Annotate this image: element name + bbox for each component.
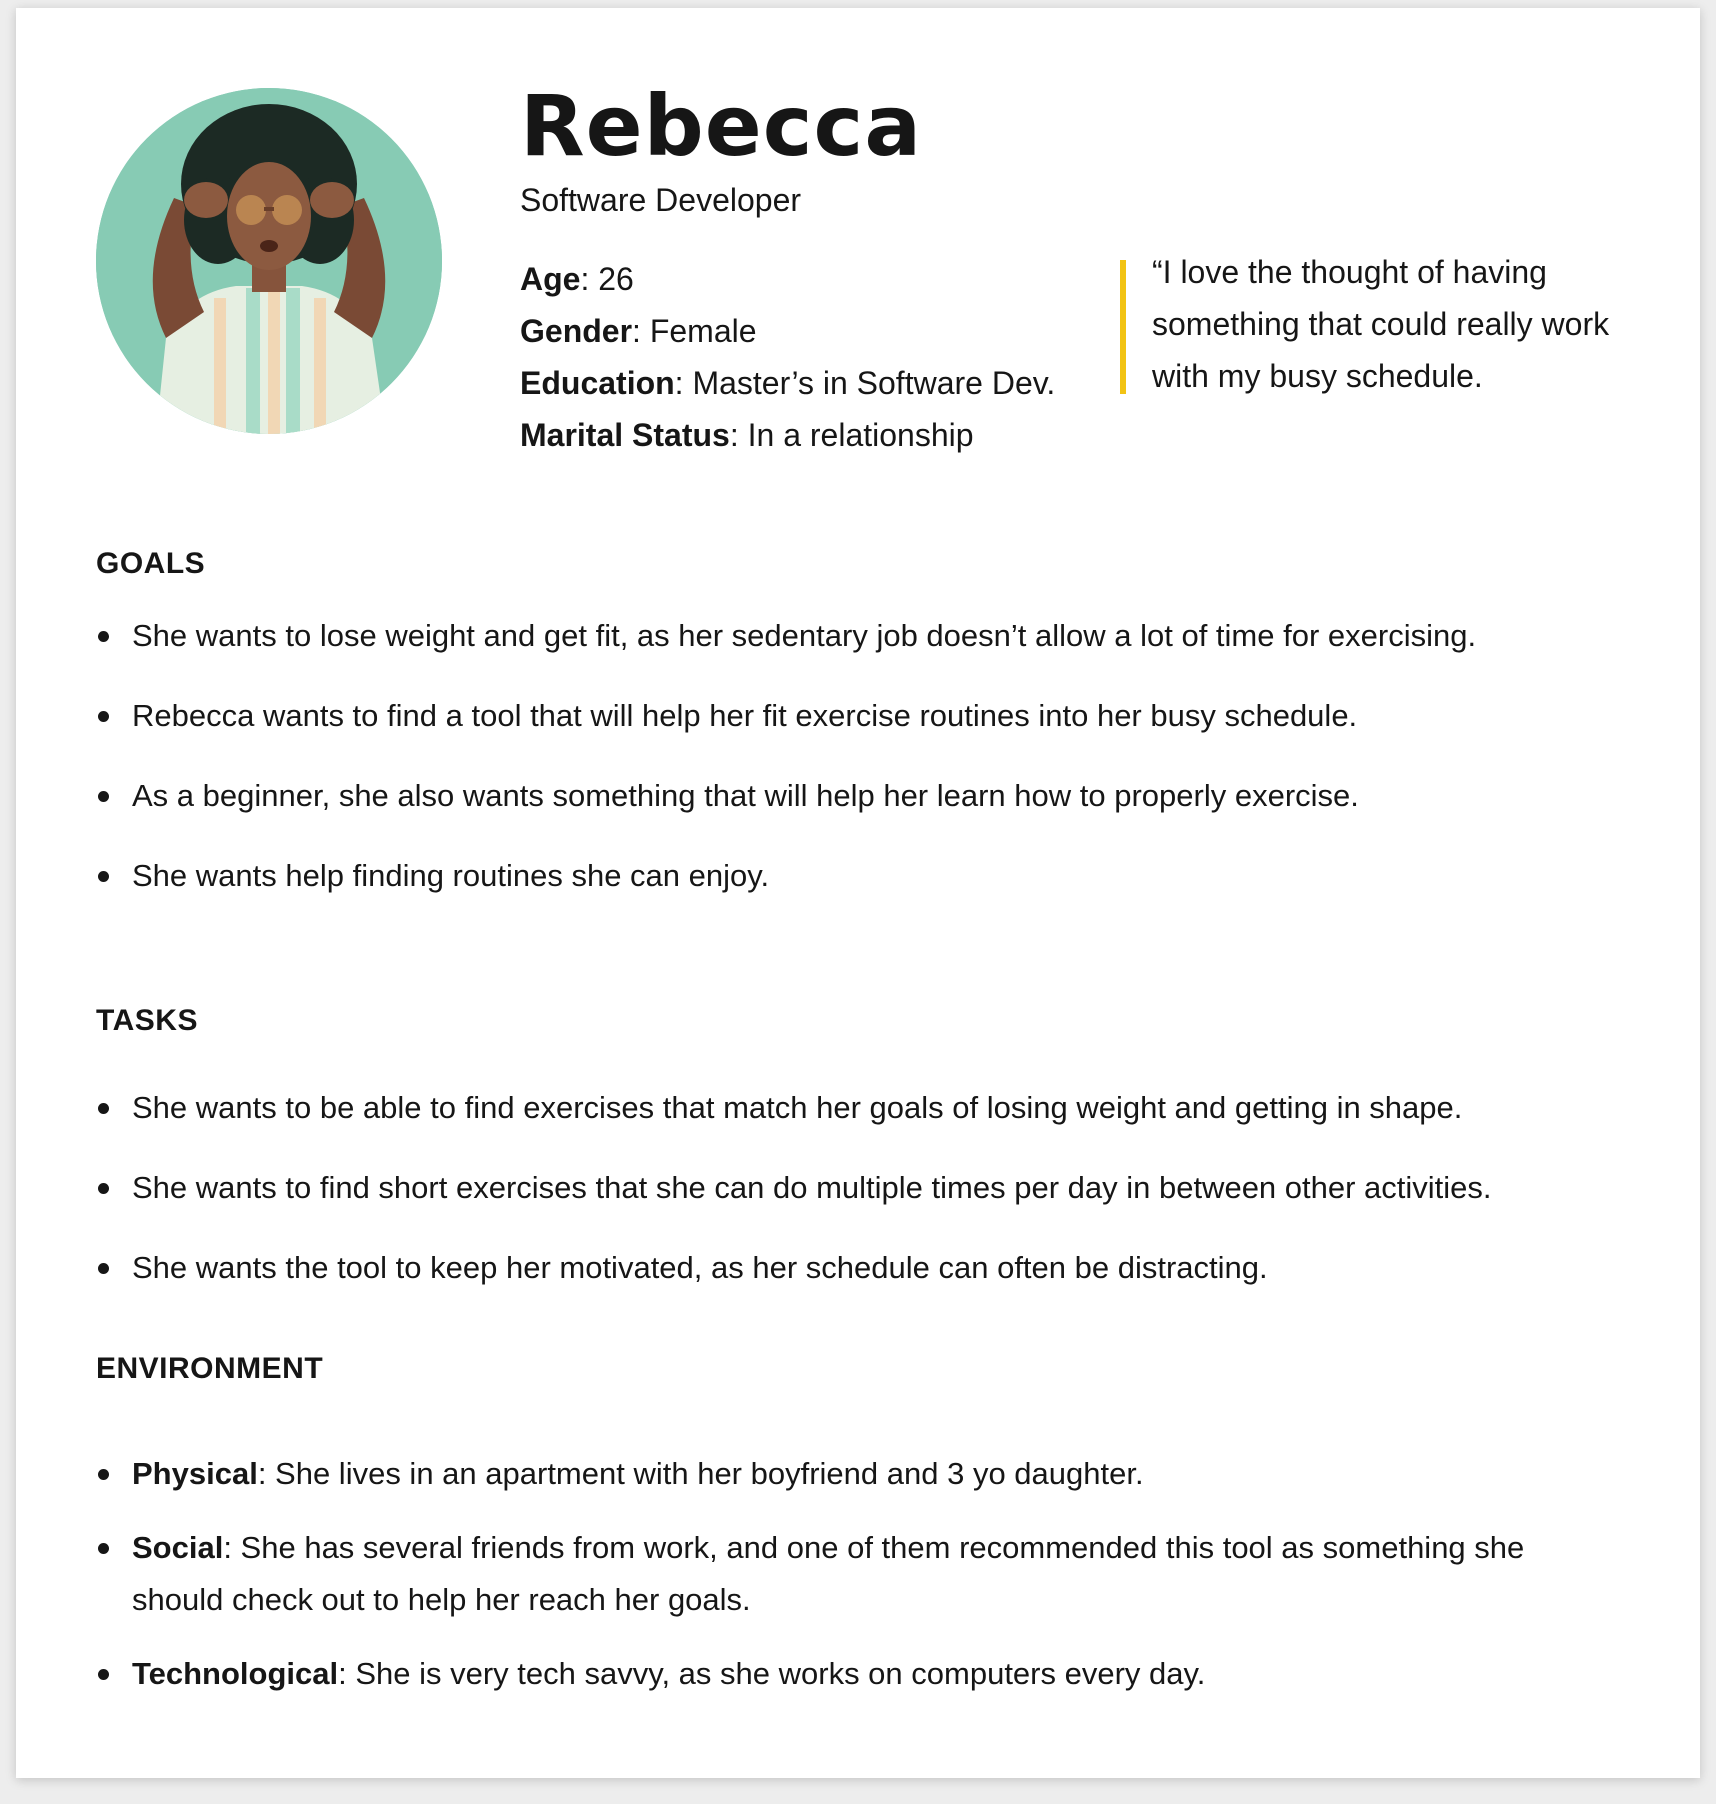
quote-text: “I love the thought of having something that could really work with my busy schedule. (1152, 254, 1610, 394)
fact-value: : In a relationship (729, 417, 974, 453)
fact-label: Marital Status (520, 417, 730, 453)
bullet-icon (98, 1469, 109, 1480)
bullet-icon (98, 1263, 109, 1274)
environment-label: Technological (132, 1656, 339, 1691)
list-item (96, 1082, 1616, 1134)
environment-list (96, 1448, 1606, 1700)
environment-text: : She is very tech savvy, as she works on computers every day. (338, 1656, 1206, 1691)
task-text: She wants to be able to find exercises that match her goals of losing weight and getting in shape. (132, 1090, 1463, 1125)
fact-age (520, 253, 1055, 305)
avatar (96, 88, 442, 434)
goals-heading: GOALS (96, 547, 206, 580)
fact-label: Age (520, 261, 581, 297)
fact-marital-status (520, 409, 1055, 461)
task-text: She wants to find short exercises that she can do multiple times per day in between other activities. (132, 1170, 1492, 1205)
persona-name: Rebecca (520, 77, 923, 175)
list-item (96, 1522, 1606, 1626)
list-item (96, 850, 1616, 902)
fact-label: Gender (520, 313, 633, 349)
list-item (96, 690, 1616, 742)
list-item (96, 1242, 1616, 1294)
bullet-icon (98, 1543, 109, 1554)
bullet-icon (98, 871, 109, 882)
list-item (96, 1448, 1606, 1500)
fact-education (520, 357, 1055, 409)
bullet-icon (98, 1183, 109, 1194)
task-text: She wants the tool to keep her motivated, as her schedule can often be distracting. (132, 1250, 1268, 1285)
bullet-icon (98, 631, 109, 642)
bullet-icon (98, 1669, 109, 1680)
woman-portrait-photo-icon (96, 88, 442, 434)
goal-text: Rebecca wants to find a tool that will help her fit exercise routines into her busy schedule. (132, 698, 1358, 733)
list-item (96, 610, 1616, 662)
environment-label: Physical (132, 1456, 258, 1491)
environment-text: : She lives in an apartment with her boyfriend and 3 yo daughter. (257, 1456, 1144, 1491)
goals-list (96, 610, 1616, 902)
fact-value: : Female (632, 313, 757, 349)
persona-quote (1120, 254, 1640, 394)
persona-role: Software Developer (520, 182, 802, 218)
bullet-icon (98, 1103, 109, 1114)
list-item (96, 770, 1616, 822)
bullet-icon (98, 711, 109, 722)
goal-text: As a beginner, she also wants something that will help her learn how to properly exercise. (132, 778, 1359, 813)
tasks-heading: TASKS (96, 1004, 198, 1037)
list-item (96, 1162, 1616, 1214)
fact-value: : 26 (580, 261, 634, 297)
list-item (96, 1648, 1606, 1700)
tasks-list (96, 1082, 1616, 1294)
fact-gender (520, 305, 1055, 357)
fact-label: Education (520, 365, 675, 401)
fact-value: : Master’s in Software Dev. (674, 365, 1056, 401)
environment-label: Social (132, 1530, 224, 1565)
goal-text: She wants to lose weight and get fit, as her sedentary job doesn’t allow a lot of time for exercising. (132, 618, 1477, 653)
bullet-icon (98, 791, 109, 802)
persona-card (16, 8, 1700, 1778)
environment-text: : She has several friends from work, and one of them recommended this tool as something she should check out to help her reach her goals. (132, 1530, 1525, 1617)
environment-heading: ENVIRONMENT (96, 1352, 324, 1385)
goal-text: She wants help finding routines she can enjoy. (132, 858, 770, 893)
persona-facts (520, 253, 1055, 461)
